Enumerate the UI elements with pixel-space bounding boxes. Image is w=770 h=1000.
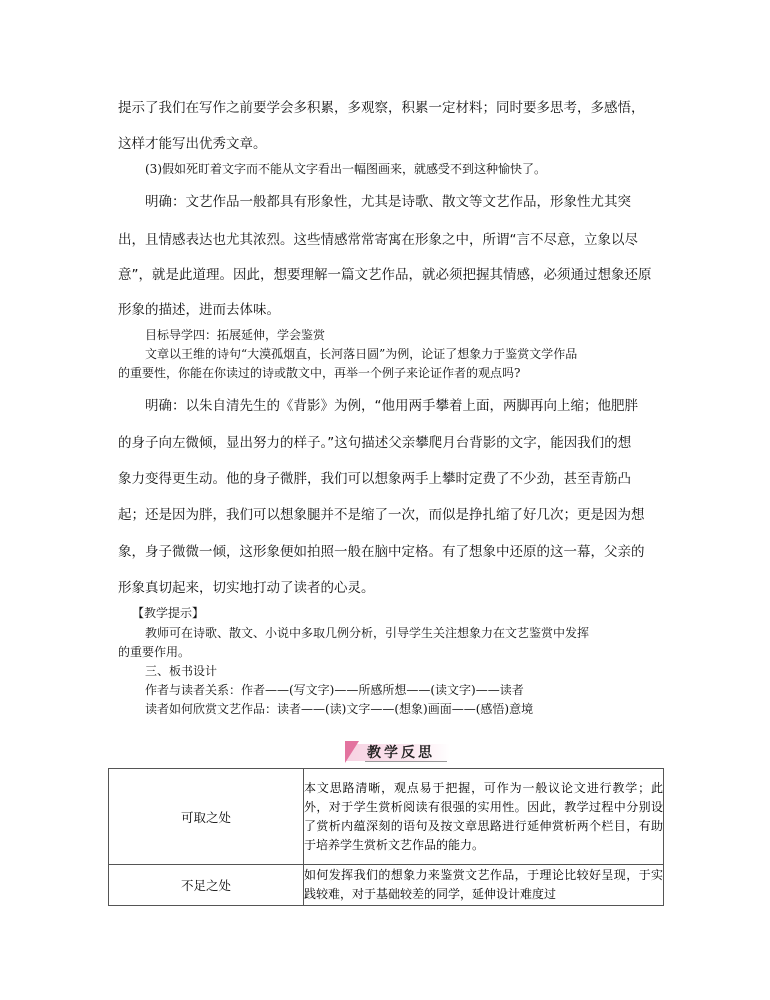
board-design-line: 作者与读者关系：作者——(写文字)——所感所想——(读文字)——读者 <box>145 683 524 697</box>
answer-line: 形象的描述，进而去体味。 <box>118 302 280 318</box>
reflection-banner <box>345 741 450 763</box>
row-content: 本文思路清晰，观点易于把握，可作为一般议论文进行教学；此外，对于学生赏析阅读有很强的实用性。因此，教学过程中分别设了赏析内蕴深刻的语句及按文章思路进行延伸赏析两个栏目，有助于培养学生赏析文艺作品的能力。 <box>304 769 664 865</box>
answer-line: 明确：文艺作品一般都具有形象性，尤其是诗歌、散文等文艺作品，形象性尤其突 <box>145 194 631 210</box>
answer-line: 意”，就是此道理。因此，想要理解一篇文艺作品，就必须把握其情感，必须通过想象还原 <box>118 267 652 283</box>
answer-line: 形象真切起来，切实地打动了读者的心灵。 <box>118 580 375 596</box>
table-row <box>109 769 664 865</box>
question-line: 的重要性，你能在你读过的诗或散文中，再举一个例子来论证作者的观点吗? <box>118 366 521 380</box>
question-line: 文章以王维的诗句“大漠孤烟直，长河落日圆”为例，论证了想象力于鉴赏文学作品 <box>145 347 578 361</box>
row-label: 可取之处 <box>109 769 304 865</box>
reflection-table <box>108 768 664 906</box>
teaching-tip-heading: 【教学提示】 <box>132 606 205 620</box>
answer-line: 起；还是因为胖，我们可以想象腿并不是缩了一次，而似是挣扎缩了好几次；更是因为想 <box>118 507 645 523</box>
answer-line: 象力变得更生动。他的身子微胖，我们可以想象两手上攀时定费了不少劲，甚至青筋凸 <box>118 471 631 487</box>
answer-line: 象，身子微微一倾，这形象便如拍照一般在脑中定格。有了想象中还原的这一幕，父亲的 <box>118 544 645 560</box>
teaching-tip-line: 教师可在诗歌、散文、小说中多取几例分析，引导学生关注想象力在文艺鉴赏中发挥 <box>145 626 590 640</box>
question-3: (3)假如死盯着文字而不能从文字看出一幅图画来，就感受不到这种愉快了。 <box>145 162 547 176</box>
section-heading: 三、板书设计 <box>145 664 218 678</box>
paragraph-line: 这样才能写出优秀文章。 <box>118 136 267 152</box>
reflection-title: 教学反思 <box>367 745 435 761</box>
board-design-line: 读者如何欣赏文艺作品：读者——(读)文字——(想象)画面——(感悟)意境 <box>145 702 534 716</box>
answer-line: 明确：以朱自清先生的《背影》为例，“他用两手攀着上面，两脚再向上缩；他肥胖 <box>145 398 638 414</box>
section-heading: 目标导学四：拓展延伸，学会鉴赏 <box>145 328 326 342</box>
answer-line: 出，且情感表达也尤其浓烈。这些情感常常寄寓在形象之中，所谓“言不尽意，立象以尽 <box>118 232 638 248</box>
paragraph-line: 提示了我们在写作之前要学会多积累，多观察，积累一定材料；同时要多思考，多感悟， <box>118 100 645 116</box>
row-content: 如何发挥我们的想象力来鉴赏文艺作品，于理论比较好呈现，于实践较难，对于基础较差的同学，延伸设计难度过 <box>304 868 663 901</box>
answer-line: 的身子向左微倾，显出努力的样子。”这句描述父亲攀爬月台背影的文字，能因我们的想 <box>118 435 632 451</box>
table-row <box>109 865 664 906</box>
row-label: 不足之处 <box>109 865 304 906</box>
row-content-cell <box>304 865 664 906</box>
banner-flag-icon <box>345 741 359 763</box>
teaching-tip-line: 的重要作用。 <box>118 645 191 659</box>
banner-underline <box>365 761 447 762</box>
